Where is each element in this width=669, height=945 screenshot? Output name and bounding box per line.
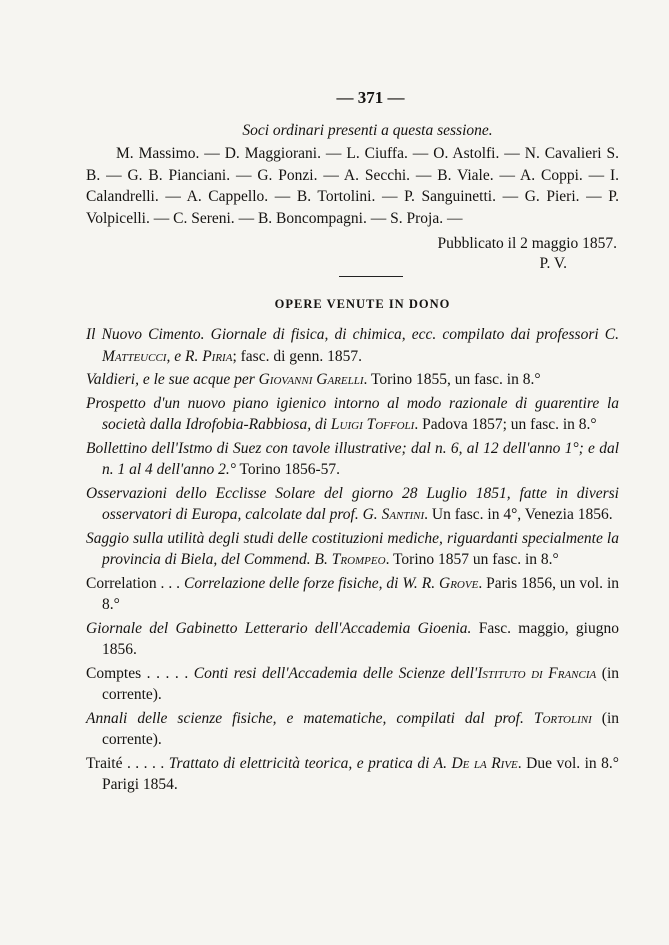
member-name: L. Ciuffa.: [346, 145, 408, 162]
member-separator: —: [495, 188, 525, 205]
entry-text: Istituto di Francia: [477, 664, 597, 682]
entry-text: Correlation . . .: [86, 574, 184, 592]
entry-text: Grove: [439, 574, 479, 592]
member-separator: —: [493, 166, 521, 184]
entry-text: Osservazioni dello Ecclisse Solare del giorno 28 Luglio 1851, fatte in diversi osservatori di Europa, calcolate dal prof. G.: [86, 484, 619, 523]
entry-text: Annali delle scienze fisiche, e matematiche, compilati dal prof.: [86, 709, 534, 727]
member-name: N. Cavalieri S. B.: [86, 145, 620, 184]
entry-text: Comptes . . . . .: [86, 664, 194, 682]
member-separator: —: [579, 188, 609, 205]
page-number: — 371 —: [336, 88, 405, 107]
member-name: I. Calandrelli.: [86, 166, 620, 205]
entry-text: Trattato di elettricità teorica, e pratica di A.: [168, 754, 452, 772]
entry-text: . Torino 1857 un fasc. in 8.°: [385, 551, 559, 568]
member-name: P. Volpicelli.: [86, 188, 620, 227]
member-separator: —: [158, 188, 187, 205]
member-name: A. Secchi.: [343, 166, 411, 184]
entry-text: Santini: [381, 506, 425, 523]
donation-entry: [86, 573, 619, 616]
member-separator: —: [407, 145, 434, 162]
member-separator: —: [268, 188, 297, 205]
member-name: A. Coppi.: [520, 166, 583, 184]
entry-text: Bollettino dell'Istmo di Suez con tavole illustrative; dal n. 6, al 12 dell'anno 1°; e dal n. 1 al 4 dell'anno 2.°: [86, 439, 619, 478]
entry-text: . Padova 1857; un fasc. in 8.°: [414, 416, 597, 433]
entry-text: Conti resi dell'Accademia delle Scienze dell': [193, 664, 478, 682]
entry-text: ; fasc. di genn. 1857.: [232, 347, 363, 365]
entry-text: Traité . . . . .: [86, 754, 169, 772]
publication-date: Pubblicato il 2 maggio 1857.: [437, 235, 617, 252]
member-name: S. Proja.: [390, 209, 444, 227]
members-list: [86, 143, 619, 229]
entry-text: Correlazione delle forze fisiche, di W. R.: [183, 574, 440, 592]
member-name: G. Ponzi.: [257, 166, 318, 184]
member-name: O. Astolfi.: [433, 145, 500, 162]
entry-text: . Due vol. in 8.° Parigi 1854.: [102, 754, 619, 793]
member-name: B. Viale.: [437, 166, 494, 184]
member-name: B. Boncompagni.: [257, 209, 367, 227]
entry-text: Tortolini: [533, 709, 592, 727]
donation-entry: [86, 753, 619, 796]
donation-entry: [86, 369, 619, 391]
member-separator: —: [234, 209, 258, 227]
entry-text: De la Rive: [451, 754, 518, 772]
entry-text: . Torino 1855, un fasc. in 8.°: [363, 371, 541, 388]
entry-text: Luigi Toffoli: [330, 416, 415, 433]
donation-entry: [86, 483, 619, 526]
member-separator: —: [199, 145, 225, 162]
member-name: P. Sanguinetti.: [404, 188, 496, 205]
donation-entry: [86, 393, 619, 436]
entry-text: . Un fasc. in 4°, Venezia 1856.: [424, 506, 613, 523]
member-separator: —: [375, 188, 405, 205]
member-separator: —: [230, 166, 258, 184]
signature: P. V.: [539, 255, 567, 272]
donation-entry: [86, 528, 619, 571]
member-separator: —: [320, 145, 347, 162]
entry-text: (in corrente).: [102, 664, 619, 703]
entry-text: Piria: [202, 347, 233, 365]
divider-rule: [339, 276, 403, 277]
member-name: D. Maggiorani.: [224, 145, 321, 162]
entry-text: Prospetto d'un nuovo piano igienico intorno al modo razionale di guarentire la società dalla Idrofobia-Rabbiosa, di: [86, 394, 619, 433]
entry-text: Fasc. maggio, giugno 1856.: [102, 619, 619, 658]
donation-entry: [86, 618, 619, 661]
donation-entry: [86, 438, 619, 481]
entry-text: Valdieri, e le sue acque per: [86, 371, 259, 388]
member-separator: —: [149, 209, 174, 227]
member-name: A. Cappello.: [186, 188, 269, 205]
member-name: C. Sereni.: [173, 209, 235, 227]
section-title: OPERE VENUTE IN DONO: [274, 297, 451, 311]
member-separator: —: [317, 166, 344, 184]
member-name: B. Tortolini.: [296, 188, 376, 205]
member-separator: —: [499, 145, 525, 162]
entry-text: Trompeo: [331, 551, 386, 568]
entry-text: Il Nuovo Cimento. Giornale di fisica, di chimica, ecc. compilato dai professori C.: [86, 326, 619, 343]
entry-text: Giornale del Gabinetto Letterario dell'Accademia Gioenia.: [86, 619, 472, 637]
entry-text: Giovanni Garelli: [258, 371, 364, 388]
entry-text: (in corrente).: [102, 709, 619, 748]
member-separator: —: [100, 166, 128, 184]
member-separator: —: [443, 209, 463, 227]
donation-entry: [86, 708, 619, 751]
entry-text: Saggio sulla utilità degli studi delle costituzioni mediche, riguardanti specialmente la provincia di Biela, del Commend. B.: [86, 529, 619, 568]
donations-list: [86, 324, 619, 796]
donation-entry: [86, 324, 619, 367]
member-separator: —: [366, 209, 391, 227]
entry-text: . Paris 1856, un vol. in 8.°: [102, 574, 619, 613]
member-name: M. Massimo.: [116, 145, 200, 162]
member-separator: —: [410, 166, 438, 184]
entry-text: Matteucci: [102, 347, 167, 365]
member-name: G. B. Pianciani.: [127, 166, 231, 184]
member-name: G. Pieri.: [524, 188, 580, 205]
entry-text: , e R.: [166, 347, 203, 365]
donation-entry: [86, 663, 619, 706]
session-heading: Soci ordinari presenti a questa sessione.: [242, 122, 493, 139]
member-separator: —: [582, 166, 611, 184]
entry-text: Torino 1856-57.: [235, 461, 341, 478]
